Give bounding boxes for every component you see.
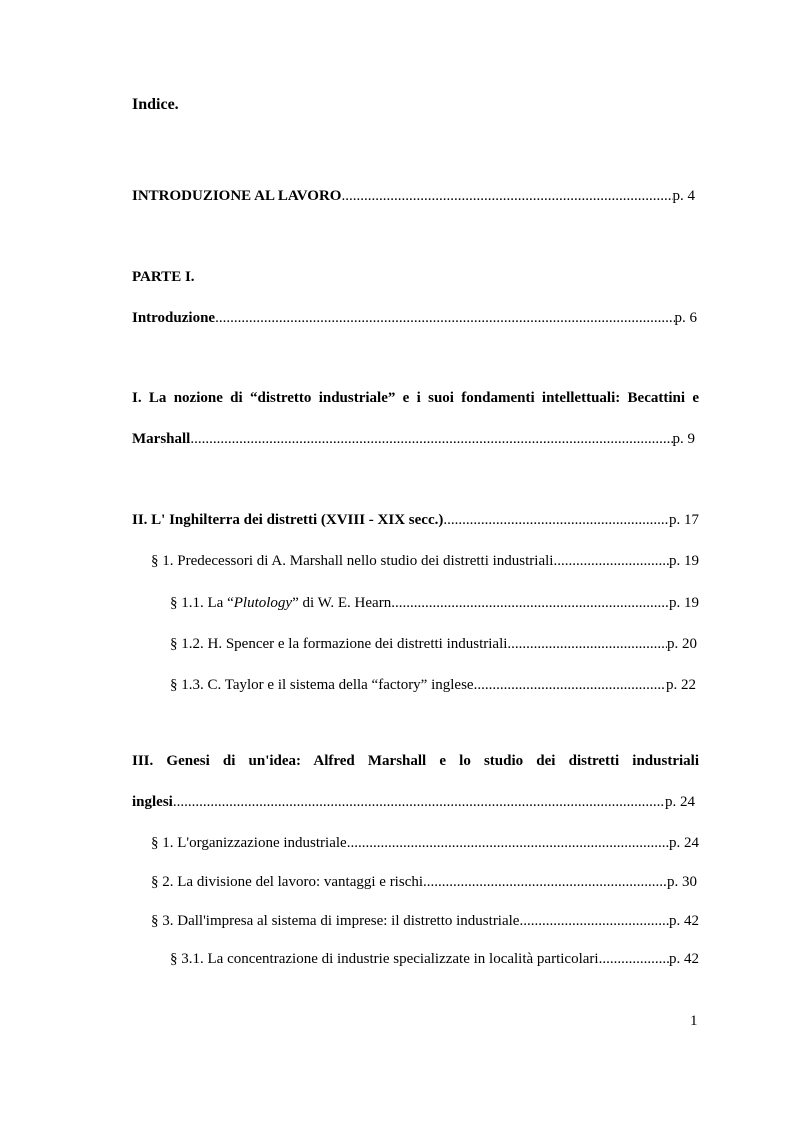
- toc-entry-chapter-2-section-1-2[interactable]: [170, 634, 697, 654]
- toc-page-ref: p. 42: [669, 951, 699, 967]
- toc-entry-label: II. L' Inghilterra dei distretti (XVIII - XIX secc.): [132, 512, 444, 528]
- toc-entry-label: Marshall: [132, 431, 191, 447]
- toc-entry-chapter-3-section-3-1[interactable]: [170, 949, 699, 969]
- toc-entry-label: § 1. Predecessori di A. Marshall nello studio dei distretti industriali: [151, 553, 554, 569]
- toc-page-ref: p. 9: [672, 431, 695, 447]
- leader-dots: [474, 675, 666, 695]
- toc-page-ref: p. 4: [672, 188, 695, 204]
- page-title: Indice.: [132, 96, 179, 113]
- toc-page-ref: p. 30: [667, 874, 697, 890]
- toc-entry-chapter-2-section-1[interactable]: [151, 551, 699, 571]
- toc-entry-label-italic: Plutology: [233, 595, 293, 611]
- toc-entry-chapter-2[interactable]: [132, 510, 699, 530]
- leader-dots: [507, 634, 667, 654]
- leader-dots: [519, 911, 669, 931]
- toc-entry-label: inglesi: [132, 794, 173, 810]
- toc-entry-chapter-2-section-1-3[interactable]: [170, 675, 696, 695]
- toc-page-ref: p. 6: [674, 310, 697, 326]
- leader-dots: [391, 593, 669, 613]
- toc-entry-label: § 3.1. La concentrazione di industrie specializzate in località particolari: [170, 951, 599, 967]
- toc-entry-label: INTRODUZIONE AL LAVORO: [132, 188, 342, 204]
- leader-dots: [347, 833, 669, 853]
- page-number: 1: [690, 1013, 698, 1029]
- toc-page-ref: p. 24: [665, 794, 695, 810]
- toc-entry-label: [170, 593, 391, 613]
- toc-entry-introduzione[interactable]: [132, 308, 697, 328]
- toc-page-ref: p. 20: [667, 636, 697, 652]
- toc-entry-label: § 1.3. C. Taylor e il sistema della “factory” inglese: [170, 677, 474, 693]
- toc-entry-label: § 2. La divisione del lavoro: vantaggi e rischi: [151, 874, 424, 890]
- toc-entry-chapter-1[interactable]: [132, 429, 695, 449]
- chapter-1-title-line1[interactable]: I. La nozione di “distretto industriale” e i suoi fondamenti intellettuali: Becattini e: [132, 390, 699, 406]
- leader-dots: [190, 429, 672, 449]
- toc-entry-introduzione-lavoro[interactable]: [132, 186, 695, 206]
- leader-dots: [423, 872, 667, 892]
- toc-entry-label: § 1.2. H. Spencer e la formazione dei distretti industriali: [170, 636, 508, 652]
- toc-entry-label: § 1. L'organizzazione industriale: [151, 835, 347, 851]
- toc-entry-chapter-3-section-3[interactable]: [151, 911, 699, 931]
- toc-entry-label-prefix: § 1.1. La “: [170, 595, 234, 611]
- toc-entry-label-suffix: ” di W. E. Hearn: [292, 595, 392, 611]
- leader-dots: [599, 949, 669, 969]
- leader-dots: [173, 792, 665, 812]
- leader-dots: [215, 308, 674, 328]
- toc-entry-chapter-2-section-1-1[interactable]: [170, 593, 699, 613]
- toc-page-ref: p. 19: [669, 553, 699, 569]
- leader-dots: [443, 510, 669, 530]
- chapter-3-title-line1[interactable]: III. Genesi di un'idea: Alfred Marshall e lo studio dei distretti industriali: [132, 753, 699, 769]
- part-heading: PARTE I.: [132, 269, 195, 285]
- toc-entry-chapter-3-section-1[interactable]: [151, 833, 699, 853]
- toc-entry-chapter-3[interactable]: [132, 792, 695, 812]
- leader-dots: [341, 186, 672, 206]
- toc-page-ref: p. 42: [669, 913, 699, 929]
- leader-dots: [553, 551, 669, 571]
- toc-page-ref: p. 17: [669, 512, 699, 528]
- toc-entry-label: § 3. Dall'impresa al sistema di imprese: il distretto industriale: [151, 913, 520, 929]
- toc-entry-label: Introduzione: [132, 310, 216, 326]
- toc-entry-chapter-3-section-2[interactable]: [151, 872, 697, 892]
- toc-page-ref: p. 22: [666, 677, 696, 693]
- toc-page-ref: p. 24: [669, 835, 699, 851]
- toc-page-ref: p. 19: [669, 595, 699, 611]
